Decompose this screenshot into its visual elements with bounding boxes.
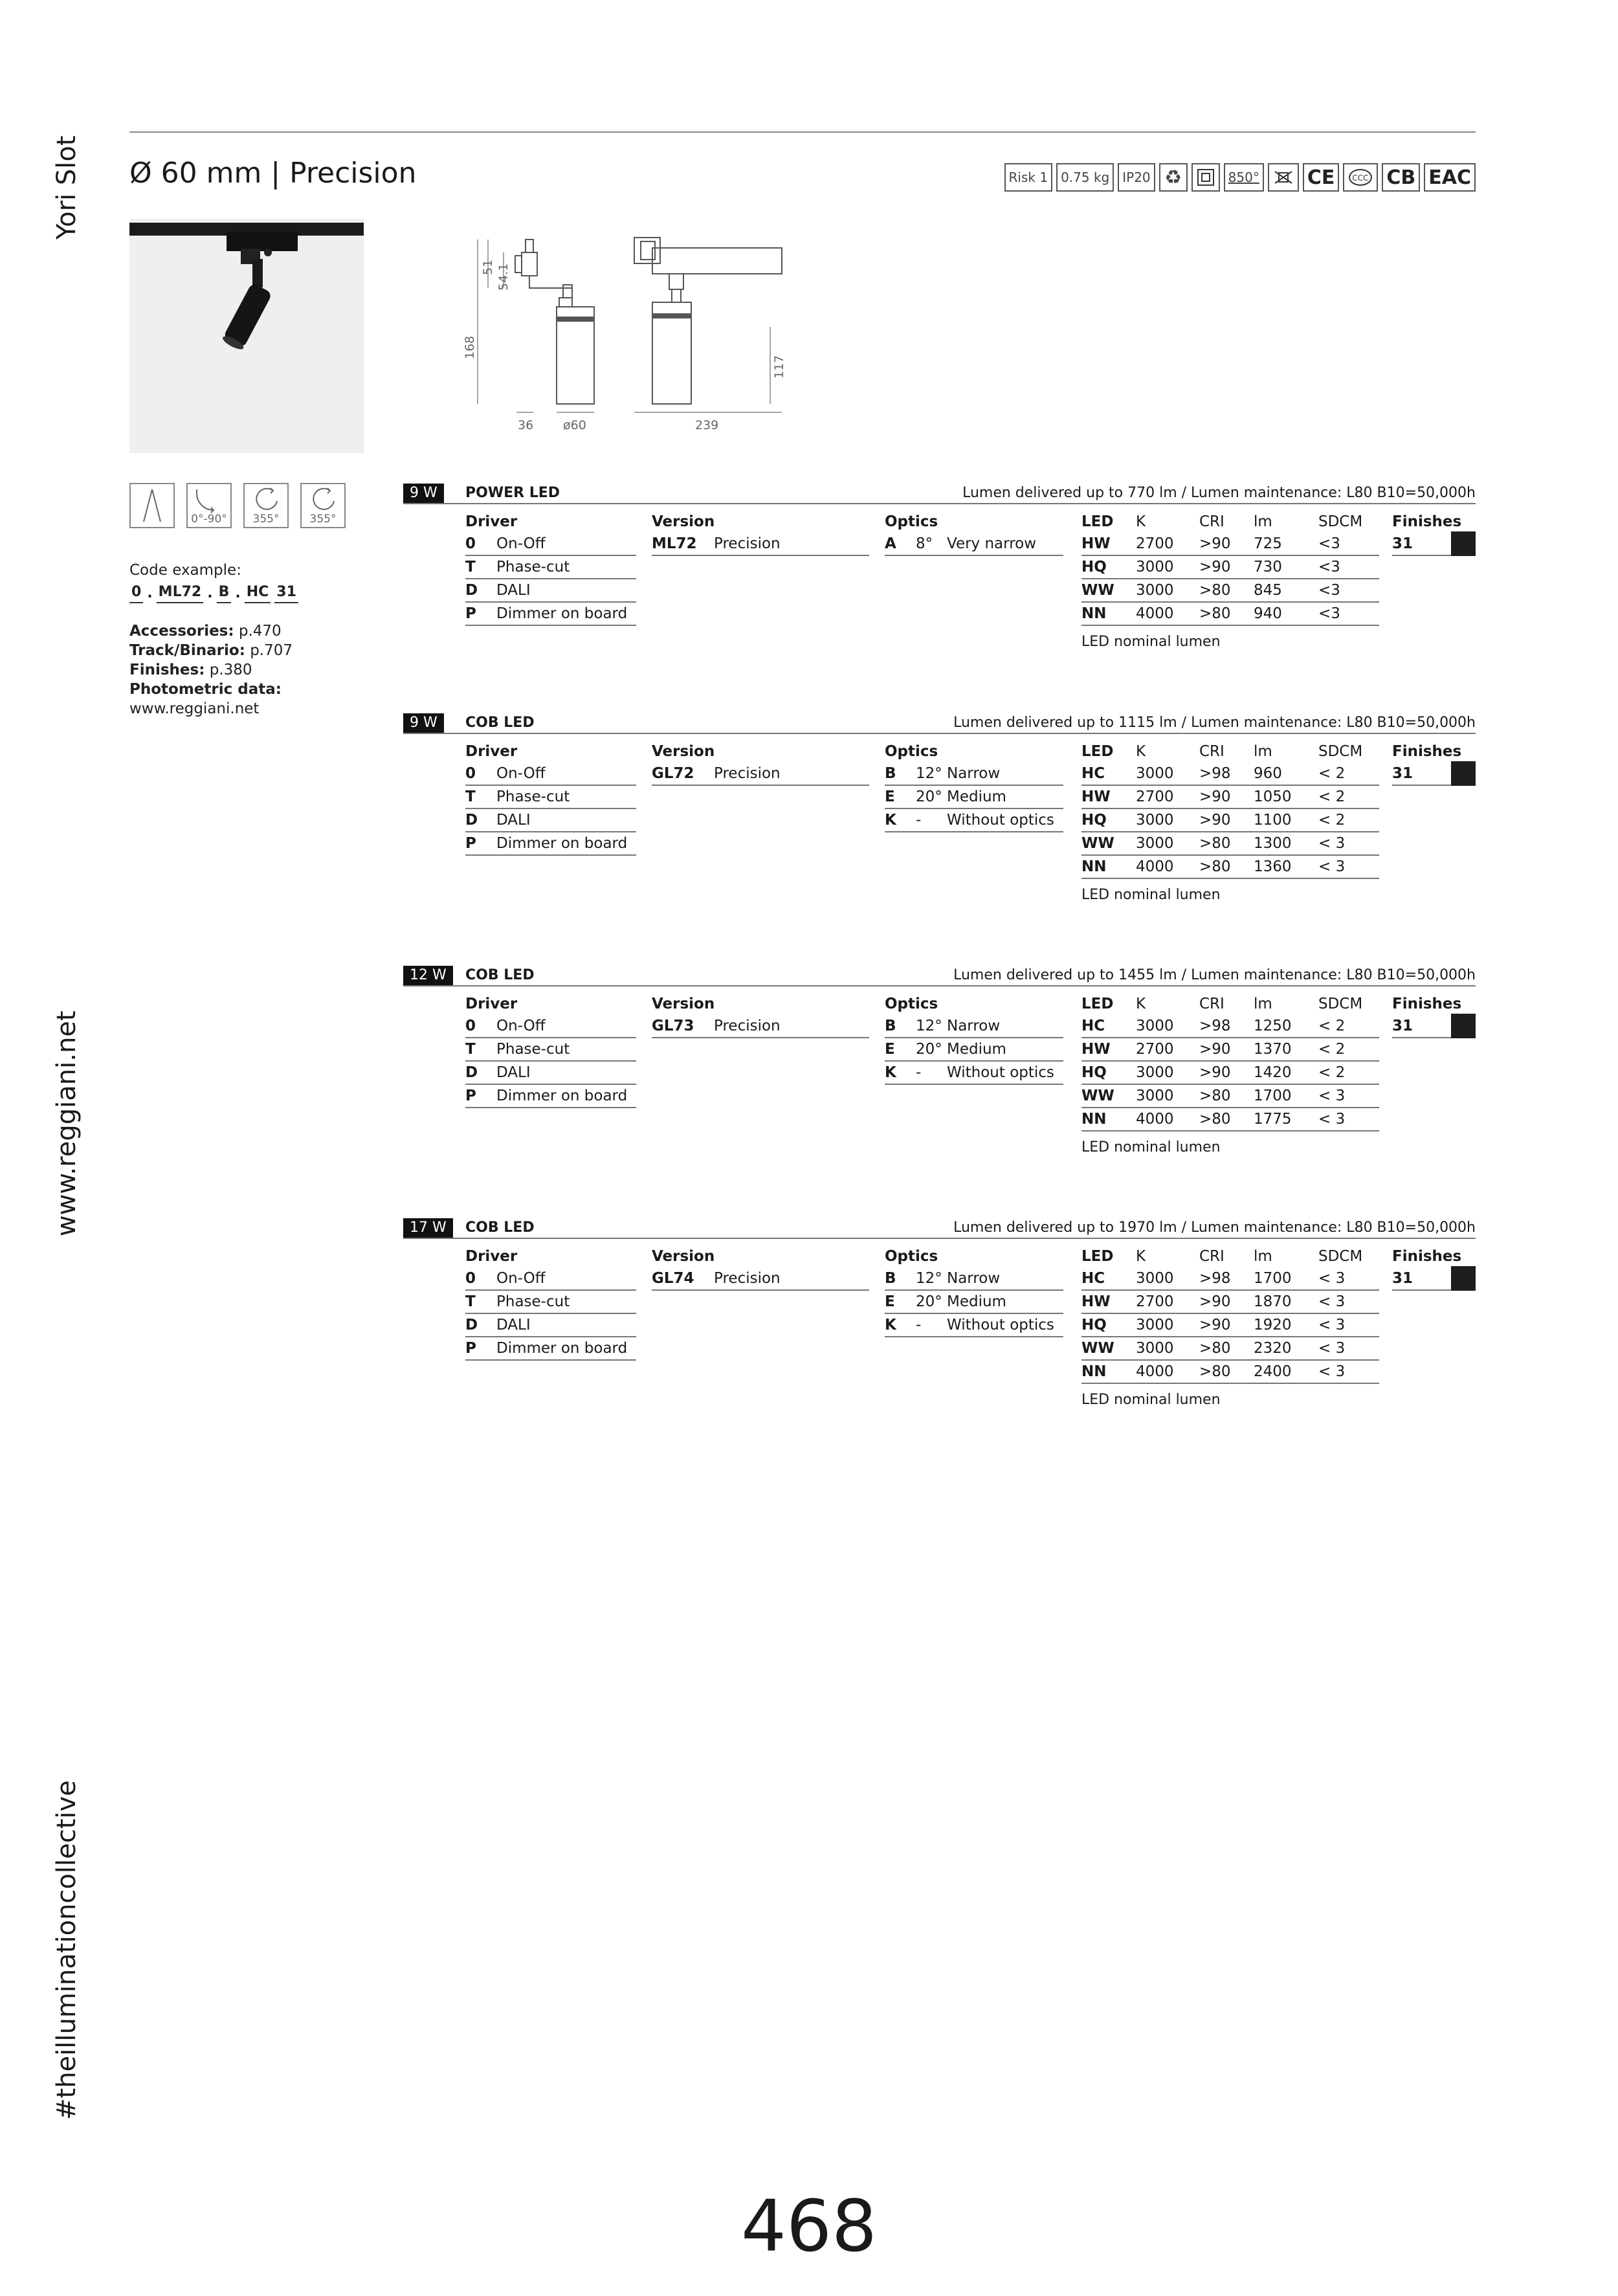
led-row[interactable]: HQ 3000 >90 1420 < 2 — [1081, 1062, 1379, 1085]
driver-option[interactable]: P Dimmer on board — [465, 1337, 636, 1361]
led-row[interactable]: HW 2700 >90 725 <3 — [1081, 533, 1379, 556]
driver-option[interactable]: T Phase-cut — [465, 1291, 636, 1314]
no-dispose-icon — [1268, 163, 1299, 192]
finishes-header: Finishes — [1392, 743, 1462, 760]
optics-column — [885, 511, 1063, 556]
led-row[interactable]: WW 3000 >80 2320 < 3 — [1081, 1337, 1379, 1361]
left-info — [129, 561, 362, 719]
recycle-icon: ♻ — [1159, 163, 1188, 192]
finish-swatch — [1451, 761, 1476, 786]
led-row[interactable]: HQ 3000 >90 730 <3 — [1081, 556, 1379, 579]
optics-option[interactable]: A 8° Very narrow — [885, 533, 1063, 556]
led-row[interactable]: NN 4000 >80 1775 < 3 — [1081, 1108, 1379, 1131]
optics-option[interactable]: K - Without optics — [885, 1314, 1063, 1337]
driver-option[interactable]: P Dimmer on board — [465, 832, 636, 856]
dim-51: 51 — [481, 259, 495, 275]
version-column — [652, 741, 869, 786]
driver-option[interactable]: T Phase-cut — [465, 786, 636, 809]
driver-header: Driver — [465, 1248, 518, 1265]
svg-text:CCC: CCC — [1352, 173, 1369, 183]
lumen-note: Lumen delivered up to 1455 lm / Lumen maintenance: L80 B10=50,000h — [953, 967, 1476, 983]
finish-swatch — [1451, 1014, 1476, 1038]
led-table — [1081, 741, 1379, 903]
optics-column — [885, 993, 1063, 1085]
risk-badge: Risk 1 — [1004, 163, 1053, 192]
driver-option[interactable]: T Phase-cut — [465, 1038, 636, 1062]
version-column — [652, 993, 869, 1038]
ip-badge: IP20 — [1118, 163, 1155, 192]
ref-website[interactable]: www.reggiani.net — [129, 700, 260, 717]
hashtag: #theilluminationcollective — [52, 1780, 82, 2120]
led-row[interactable]: HW 2700 >90 1050 < 2 — [1081, 786, 1379, 809]
finishes-column — [1392, 741, 1476, 786]
technical-drawing — [447, 223, 809, 440]
nominal-lumen-note: LED nominal lumen — [1081, 634, 1221, 650]
temperature-badge: 850° — [1224, 163, 1264, 192]
wattage-badge: 12 W — [403, 966, 453, 985]
spec-section — [403, 1217, 1476, 1408]
eac-mark-icon: EAC — [1424, 163, 1476, 192]
led-type: POWER LED — [465, 485, 560, 501]
led-row[interactable]: WW 3000 >80 845 <3 — [1081, 579, 1379, 603]
optics-column — [885, 741, 1063, 832]
driver-option[interactable]: 0 On-Off — [465, 763, 636, 786]
code-example: 0 . ML72 . B . HC 31 — [129, 583, 362, 603]
dim-36: 36 — [518, 418, 534, 432]
wattage-badge: 9 W — [403, 484, 444, 503]
led-row[interactable]: HC 3000 >98 1250 < 2 — [1081, 1015, 1379, 1038]
version-option[interactable]: GL74 Precision — [652, 1267, 869, 1291]
driver-option[interactable]: 0 On-Off — [465, 1015, 636, 1038]
led-type: COB LED — [465, 967, 535, 983]
version-option[interactable]: ML72 Precision — [652, 533, 869, 556]
led-row[interactable]: WW 3000 >80 1300 < 3 — [1081, 832, 1379, 856]
version-header: Version — [652, 996, 715, 1012]
finish-option[interactable]: 31 — [1392, 763, 1476, 786]
finish-option[interactable]: 31 — [1392, 533, 1476, 556]
tilt-icon: 0°-90° — [186, 483, 232, 528]
finish-swatch — [1451, 1266, 1476, 1291]
ref-photometric: Photometric data: — [129, 681, 282, 698]
beam-icon — [129, 483, 175, 528]
driver-column — [465, 741, 636, 856]
cb-mark-icon: CB — [1382, 163, 1420, 192]
website-link[interactable]: www.reggiani.net — [52, 1010, 82, 1236]
finishes-header: Finishes — [1392, 513, 1462, 530]
section-header — [403, 482, 1476, 504]
spec-section — [403, 712, 1476, 903]
driver-header: Driver — [465, 996, 518, 1012]
finish-option[interactable]: 31 — [1392, 1015, 1476, 1038]
lumen-note: Lumen delivered up to 770 lm / Lumen maintenance: L80 B10=50,000h — [962, 485, 1476, 501]
version-header: Version — [652, 513, 715, 530]
ref-finishes[interactable]: Finishes: p.380 — [129, 662, 252, 678]
driver-header: Driver — [465, 513, 518, 530]
top-divider — [129, 131, 1476, 133]
finishes-column — [1392, 511, 1476, 556]
lumen-note: Lumen delivered up to 1970 lm / Lumen maintenance: L80 B10=50,000h — [953, 1220, 1476, 1236]
spec-section — [403, 482, 1476, 650]
led-table-header: LED K CRI lm SDCM — [1081, 996, 1363, 1012]
references — [129, 621, 362, 719]
driver-column — [465, 993, 636, 1108]
page-title: Ø 60 mm | Precision — [129, 157, 417, 190]
version-option[interactable]: GL73 Precision — [652, 1015, 869, 1038]
led-table-header: LED K CRI lm SDCM — [1081, 513, 1363, 530]
led-row[interactable]: HW 2700 >90 1870 < 3 — [1081, 1291, 1379, 1314]
optics-option[interactable]: K - Without optics — [885, 809, 1063, 832]
product-photo — [129, 219, 364, 453]
driver-option[interactable]: D DALI — [465, 579, 636, 603]
wattage-badge: 9 W — [403, 713, 444, 733]
weight-badge: 0.75 kg — [1056, 163, 1114, 192]
driver-option[interactable]: T Phase-cut — [465, 556, 636, 579]
spec-section — [403, 964, 1476, 1155]
dim-239: 239 — [695, 418, 719, 432]
dim-60: ø60 — [563, 418, 586, 432]
driver-column — [465, 1245, 636, 1361]
dim-117: 117 — [772, 355, 786, 379]
driver-header: Driver — [465, 743, 518, 760]
led-row[interactable]: NN 4000 >80 1360 < 3 — [1081, 856, 1379, 879]
led-type: COB LED — [465, 715, 535, 731]
rotation-icon: 355° — [243, 483, 289, 528]
optics-option[interactable]: E 20° Medium — [885, 1291, 1063, 1314]
optics-column — [885, 1245, 1063, 1337]
ccc-mark-icon — [1343, 163, 1378, 192]
led-row[interactable]: WW 3000 >80 1700 < 3 — [1081, 1085, 1379, 1108]
finishes-header: Finishes — [1392, 1248, 1462, 1265]
nominal-lumen-note: LED nominal lumen — [1081, 887, 1221, 903]
driver-option[interactable]: D DALI — [465, 1062, 636, 1085]
dim-168: 168 — [463, 335, 477, 359]
section-header — [403, 1217, 1476, 1239]
led-table-header: LED K CRI lm SDCM — [1081, 1248, 1363, 1265]
version-header: Version — [652, 743, 715, 760]
ref-accessories[interactable]: Accessories: p.470 — [129, 623, 282, 640]
version-option[interactable]: GL72 Precision — [652, 763, 869, 786]
driver-option[interactable]: P Dimmer on board — [465, 1085, 636, 1108]
led-row[interactable]: HQ 3000 >90 1920 < 3 — [1081, 1314, 1379, 1337]
version-column — [652, 1245, 869, 1291]
finish-swatch — [1451, 531, 1476, 556]
optics-option[interactable]: E 20° Medium — [885, 786, 1063, 809]
nominal-lumen-note: LED nominal lumen — [1081, 1392, 1221, 1408]
optics-header: Optics — [885, 1248, 938, 1265]
driver-column — [465, 511, 636, 626]
class-ii-icon — [1191, 163, 1220, 192]
driver-option[interactable]: 0 On-Off — [465, 1267, 636, 1291]
led-table-header: LED K CRI lm SDCM — [1081, 743, 1363, 760]
series-name: Yori Slot — [52, 135, 82, 240]
led-row[interactable]: HC 3000 >98 960 < 2 — [1081, 763, 1379, 786]
optics-option[interactable]: K - Without optics — [885, 1062, 1063, 1085]
led-row[interactable]: HW 2700 >90 1370 < 2 — [1081, 1038, 1379, 1062]
ce-mark-icon: CE — [1303, 163, 1340, 192]
lumen-note: Lumen delivered up to 1115 lm / Lumen maintenance: L80 B10=50,000h — [953, 715, 1476, 731]
nominal-lumen-note: LED nominal lumen — [1081, 1139, 1221, 1155]
led-table — [1081, 1245, 1379, 1408]
optics-option[interactable]: E 20° Medium — [885, 1038, 1063, 1062]
optics-option[interactable]: B 12° Narrow — [885, 1015, 1063, 1038]
rotation-icon: 355° — [300, 483, 346, 528]
version-header: Version — [652, 1248, 715, 1265]
driver-option[interactable]: P Dimmer on board — [465, 603, 636, 626]
led-row[interactable]: HC 3000 >98 1700 < 3 — [1081, 1267, 1379, 1291]
finishes-header: Finishes — [1392, 996, 1462, 1012]
led-table — [1081, 511, 1379, 650]
optics-option[interactable]: B 12° Narrow — [885, 763, 1063, 786]
version-column — [652, 511, 869, 556]
dim-54: 54.1 — [496, 263, 511, 291]
ref-track[interactable]: Track/Binario: p.707 — [129, 642, 293, 659]
driver-option[interactable]: D DALI — [465, 1314, 636, 1337]
led-row[interactable]: HQ 3000 >90 1100 < 2 — [1081, 809, 1379, 832]
driver-option[interactable]: 0 On-Off — [465, 533, 636, 556]
finish-option[interactable]: 31 — [1392, 1267, 1476, 1291]
finishes-column — [1392, 993, 1476, 1038]
led-type: COB LED — [465, 1220, 535, 1236]
optics-header: Optics — [885, 743, 938, 760]
code-example-label: Code example: — [129, 562, 241, 579]
led-row[interactable]: NN 4000 >80 2400 < 3 — [1081, 1361, 1379, 1384]
page-number: 468 — [741, 2185, 877, 2268]
optics-header: Optics — [885, 513, 938, 530]
finishes-column — [1392, 1245, 1476, 1291]
driver-option[interactable]: D DALI — [465, 809, 636, 832]
feature-icons — [129, 483, 346, 528]
wattage-badge: 17 W — [403, 1218, 453, 1238]
optics-option[interactable]: B 12° Narrow — [885, 1267, 1063, 1291]
certification-badges — [1004, 163, 1476, 192]
section-header — [403, 964, 1476, 986]
led-row[interactable]: NN 4000 >80 940 <3 — [1081, 603, 1379, 626]
optics-header: Optics — [885, 996, 938, 1012]
led-table — [1081, 993, 1379, 1155]
section-header — [403, 712, 1476, 734]
